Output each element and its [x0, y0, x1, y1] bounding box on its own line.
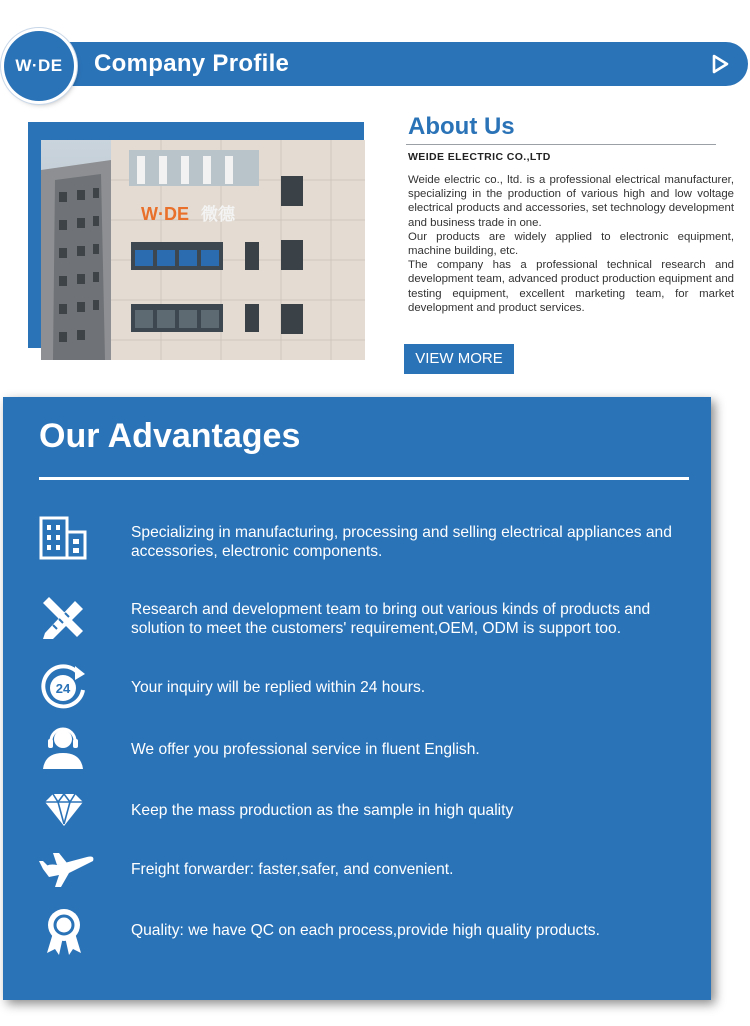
- headset-support-icon: [39, 725, 89, 771]
- company-building-photo: [41, 140, 365, 360]
- company-name: WEIDE ELECTRIC CO.,LTD: [408, 151, 551, 163]
- advantage-text: Specializing in manufacturing, processing and selling electrical appliances and accessories, electronic components.: [131, 524, 672, 560]
- building-icon: [39, 516, 89, 562]
- building-sign-logo: W·DE: [141, 204, 189, 224]
- advantage-text: Research and development team to bring out various kinds of products and solution to meet the customers' requirement,OEM, ODM is support too.: [131, 601, 651, 637]
- quality-award-icon: [39, 907, 89, 957]
- page-title: Company Profile: [94, 50, 290, 77]
- svg-text:24: 24: [55, 681, 71, 696]
- 24-hours-icon: [39, 664, 89, 710]
- about-paragraph: The company has a professional technical research and development team, advanced product production equipment and testing equipment, excellent marketing team, for market development and product services.: [408, 259, 734, 314]
- advantages-title: Our Advantages: [39, 417, 301, 455]
- advantage-text: We offer you professional service in fluent English.: [131, 741, 480, 758]
- airplane-icon: [39, 847, 89, 893]
- pencil-ruler-icon: [39, 595, 89, 641]
- about-title: About Us: [408, 113, 515, 140]
- advantages-panel: [3, 397, 711, 1000]
- about-divider: [406, 144, 716, 145]
- advantages-divider: [39, 477, 689, 480]
- diamond-icon: [39, 790, 89, 836]
- header-banner: [40, 42, 748, 86]
- about-paragraph: Weide electric co., ltd. is a professional electrical manufacturer, specializing in the production of various high and low voltage electrical products and accessories, set technology development and business trade in one.: [408, 174, 734, 229]
- about-paragraph: Our products are widely applied to electronic equipment, machine building, etc.: [408, 230, 734, 258]
- play-icon[interactable]: [710, 54, 730, 74]
- building-sign-chinese: 微德: [201, 205, 235, 225]
- advantage-text: Quality: we have QC on each process,provide high quality products.: [131, 922, 600, 939]
- view-more-button[interactable]: VIEW MORE: [404, 344, 514, 374]
- company-logo: W·DE: [4, 31, 74, 101]
- advantage-text: Keep the mass production as the sample in high quality: [131, 802, 514, 819]
- advantage-text: Freight forwarder: faster,safer, and convenient.: [131, 861, 454, 878]
- advantage-text: Your inquiry will be replied within 24 hours.: [131, 679, 426, 696]
- about-description: [408, 173, 734, 315]
